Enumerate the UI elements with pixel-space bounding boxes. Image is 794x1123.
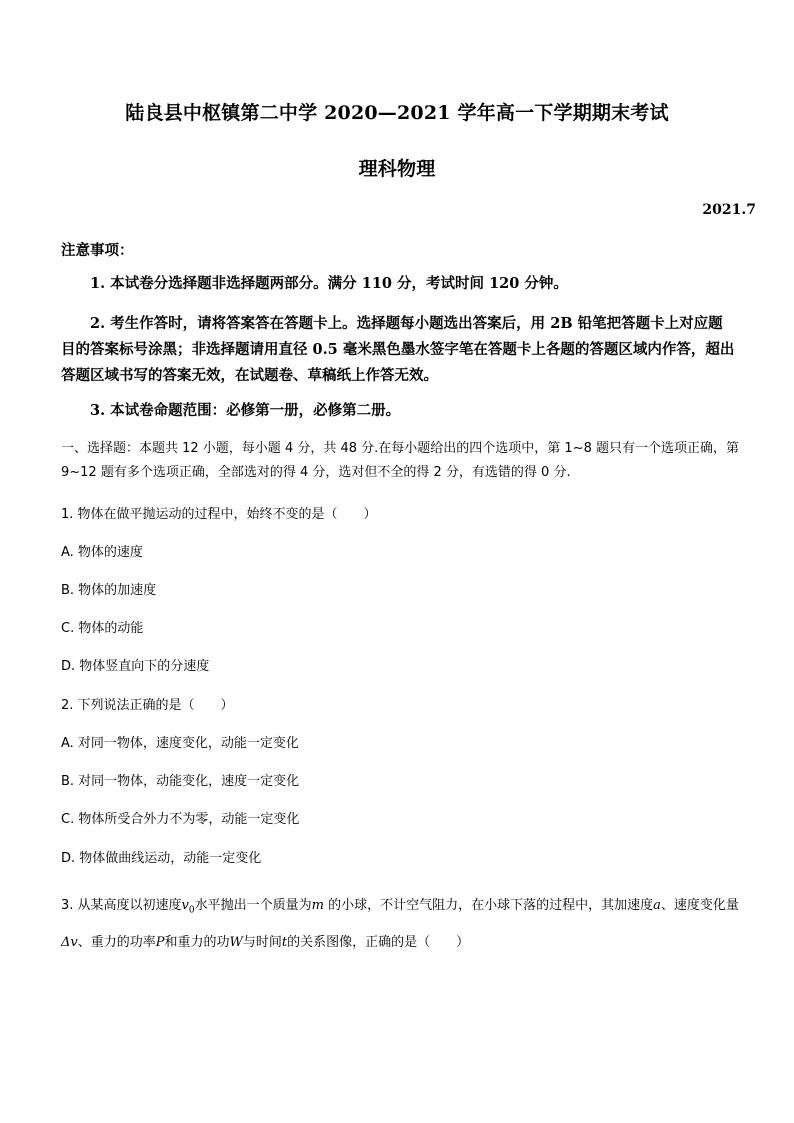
q3-symbol-t: t [281,934,288,950]
q3-text-1: 3. 从某高度以初速度 [61,898,182,913]
notice-item-3 [61,398,737,424]
question-3-stem [61,890,751,959]
notice-item-1 [61,271,737,297]
q3-symbol-v-sub: 0 [188,905,195,916]
question-2-option-a: A. 对同一物体，速度变化，动能一定变化 [61,736,299,751]
question-2-option-d: D. 物体做曲线运动，动能一定变化 [61,851,262,866]
question-1-stem: 1. 物体在做平抛运动的过程中，始终不变的是（ ） [61,507,377,522]
q3-text-3: 的小球，不计空气阻力，在小球下落的过程中，其加速度 [323,898,654,913]
question-1-option-b: B. 物体的加速度 [61,583,157,598]
question-2-option-b: B. 对同一物体，动能变化，速度一定变化 [61,774,300,789]
q3-symbol-v: v [181,898,189,913]
exam-title: 陆良县中枢镇第二中学 2020—2021 学年高一下学期期末考试 [125,102,669,124]
question-1-option-c: C. 物体的动能 [61,621,144,636]
notice-item-1-text: 1. 本试卷分选择题非选择题两部分。满分 110 分，考试时间 120 分钟。 [90,275,568,292]
section-instructions: 一、选择题：本题共 12 小题，每小题 4 分，共 48 分.在每小题给出的四个选项中，第 1~8 题只有一个选项正确，第 9~12 题有多个选项正确，全部选对的得 4 分，选对但不全的得 2 分，有选错的得 0 分. [61,441,739,480]
notice-heading: 注意事项： [61,242,134,259]
question-1-option-a: A. 物体的速度 [61,545,143,560]
q3-text-7: 与时间 [242,934,282,950]
notice-item-2 [61,311,737,389]
q3-symbol-m: m [311,898,324,913]
question-1-option-d: D. 物体竖直向下的分速度 [61,659,210,674]
q3-symbol-dv: Δv [61,934,78,950]
q3-symbol-a: a [653,898,661,913]
q3-symbol-v0 [181,898,195,916]
q3-text-4: 、速度变化量 [660,898,739,913]
notice-item-2-text: 2. 考生作答时，请将答案答在答题卡上。选择题每小题选出答案后，用 2B 铅笔把答题卡上对应题目的答案标号涂黑；非选择题请用直径 0.5 毫米黑色墨水签字笔在答题卡上各题的答题区域内作答，超出答题区域书写的答案无效，在试题卷、草稿纸上作答无效。 [61,315,735,384]
q3-symbol-p: P [155,934,165,950]
exam-date: 2021.7 [702,202,756,218]
q3-text-8: 的关系图像，正确的是（ ） [287,934,470,950]
q3-symbol-w: W [229,934,243,950]
q3-text-5: 、重力的功率 [77,934,156,950]
q3-text-2: 水平抛出一个质量为 [194,898,312,913]
notice-item-3-text: 3. 本试卷命题范围：必修第一册，必修第二册。 [90,402,401,419]
exam-subtitle: 理科物理 [358,158,436,180]
question-2-option-c: C. 物体所受合外力不为零，动能一定变化 [61,812,300,827]
question-2-stem: 2. 下列说法正确的是（ ） [61,698,234,713]
q3-text-6: 和重力的功 [164,934,230,950]
